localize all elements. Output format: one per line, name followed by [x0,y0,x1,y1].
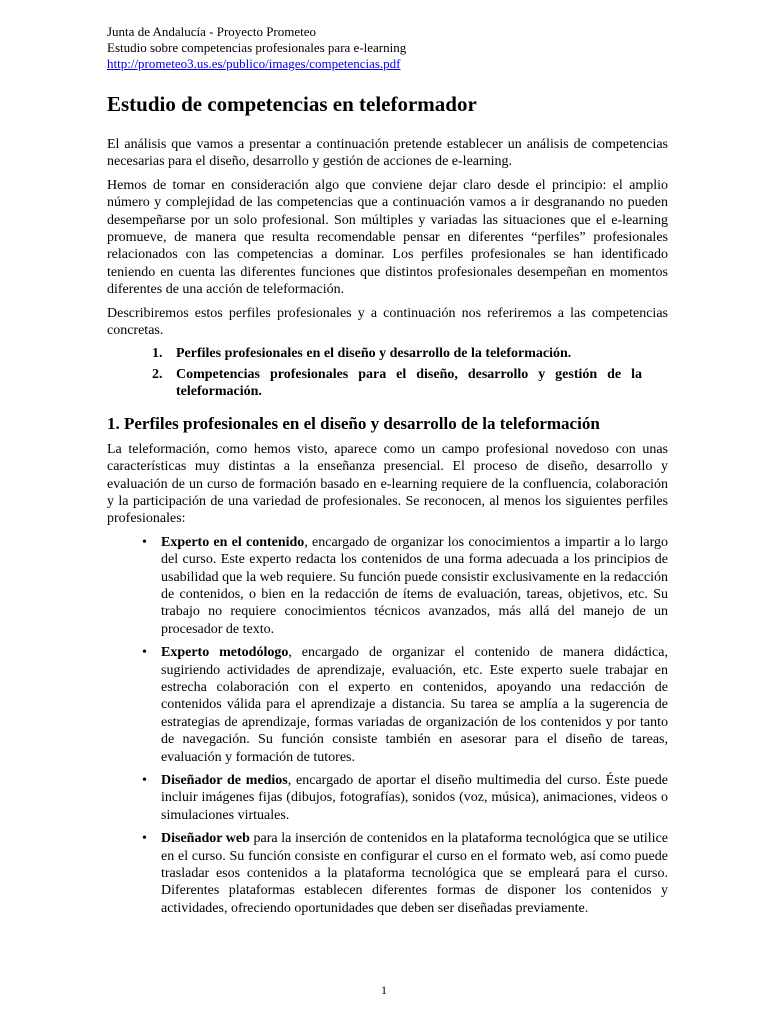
role-name: Diseñador de medios [161,773,288,788]
document-page [107,24,668,923]
page-header [107,24,668,72]
header-link[interactable]: http://prometeo3.us.es/publico/images/competencias.pdf [107,56,401,71]
outline-item-text: Competencias profesionales para el diseño, desarrollo y gestión de la teleformación. [176,366,642,400]
role-item [107,534,668,638]
header-line-2: Estudio sobre competencias profesionales para e-learning [107,40,407,55]
outline-item [152,366,642,401]
bullet-icon: • [142,773,147,788]
role-name: Experto metodólogo [161,645,289,661]
role-item [107,772,668,824]
outline-list [152,345,642,400]
bullet-icon: • [142,645,147,661]
intro-paragraph-1: El análisis que vamos a presentar a continuación pretende establecer un análisis de competencias necesarias para el diseño, desarrollo y gestión de acciones de e-learning. [107,137,668,170]
header-line-1: Junta de Andalucía - Proyecto Prometeo [107,24,317,39]
page-number: 1 [381,983,387,997]
intro-paragraph-2: Hemos de tomar en consideración algo que conviene dejar claro desde el principio: el amplio número y complejidad de las competencias que a continuación vamos a ir desgranando no pueden desempeñarse por un solo profesional. Son múltiples y variadas las situaciones que el e-learning promueve, de manera que resulta recomendable pensar en diferentes “perfiles” profesionales relacionados con las competencias a dominar. Los perfiles profesionales se han identificado teniendo en cuenta las diferentes funciones que distintos profesionales desempeñan en momentos diferentes de una acción de teleformación. [107,177,668,298]
role-name: Experto en el contenido [161,534,305,550]
role-item [107,644,668,766]
roles-list [107,534,668,918]
bullet-icon: • [142,534,147,550]
outline-item-number: 2. [152,366,163,382]
role-item [107,830,668,917]
section-paragraph: La teleformación, como hemos visto, aparece como un campo profesional novedoso con unas características muy distintas a la enseñanza presencial. El proceso de diseño, desarrollo y evaluación de un curso de formación basado en e-learning requiere de la confluencia, colaboración y la participación de una variedad de profesionales. Se reconocen, al menos los siguientes perfiles profesionales: [107,441,668,527]
bullet-icon: • [142,831,147,847]
outline-item-number: 1. [152,346,163,362]
outline-item [152,345,642,362]
role-name: Diseñador web [161,831,250,847]
role-description: para la inserción de contenidos en la plataforma tecnológica que se utilice en el curso. Su función consiste en configurar el curso en el formato web, así como puede trasladar esos contenidos a la plataforma tecnológica que se empleará para el curso. Diferentes plataformas establecen diferentes formas de disponer los contenidos y actividades, ofreciendo oportunidades que deben ser diseñadas previamente. [161,831,668,916]
document-title: Estudio de competencias en teleformador [107,92,477,116]
intro-paragraph-3: Describiremos estos perfiles profesionales y a continuación nos referiremos a las competencias concretas. [107,305,668,339]
role-description: , encargado de aportar el diseño multimedia del curso. Éste puede incluir imágenes fijas (dibujos, fotografías), sonidos (voz, música), animaciones, videos o simulaciones virtuales. [161,773,668,823]
outline-item-text: Perfiles profesionales en el diseño y desarrollo de la teleformación. [176,346,572,362]
role-description: , encargado de organizar el contenido de manera didáctica, sugiriendo actividades de aprendizaje, evaluación, etc. Este experto suele trabajar en estrecha colaboración con el experto en contenidos, apoyando una redacción de contenidos válida para el aprendizaje a distancia. Su tarea se amplía a la sugerencia de estrategias de aprendizaje, formas variadas de organización de los contenidos y por tanto de navegación. Su función consiste también en asesorar para el diseño de tareas, evaluación y formación de tutores. [161,645,668,765]
section-heading: 1. Perfiles profesionales en el diseño y desarrollo de la teleformación [107,413,600,433]
role-description: , encargado de organizar los conocimientos a impartir a lo largo del curso. Este experto redacta los contenidos de una forma adecuada a los principios de usabilidad que la web requiere. Su función puede consistir exclusivamente en la redacción de contenidos, o bien en la redacción de ítems de evaluación, tareas, objetivos, etc. Su trabajo no requiere conocimientos técnicos avanzados, más allá del manejo de un procesador de texto. [161,534,668,637]
